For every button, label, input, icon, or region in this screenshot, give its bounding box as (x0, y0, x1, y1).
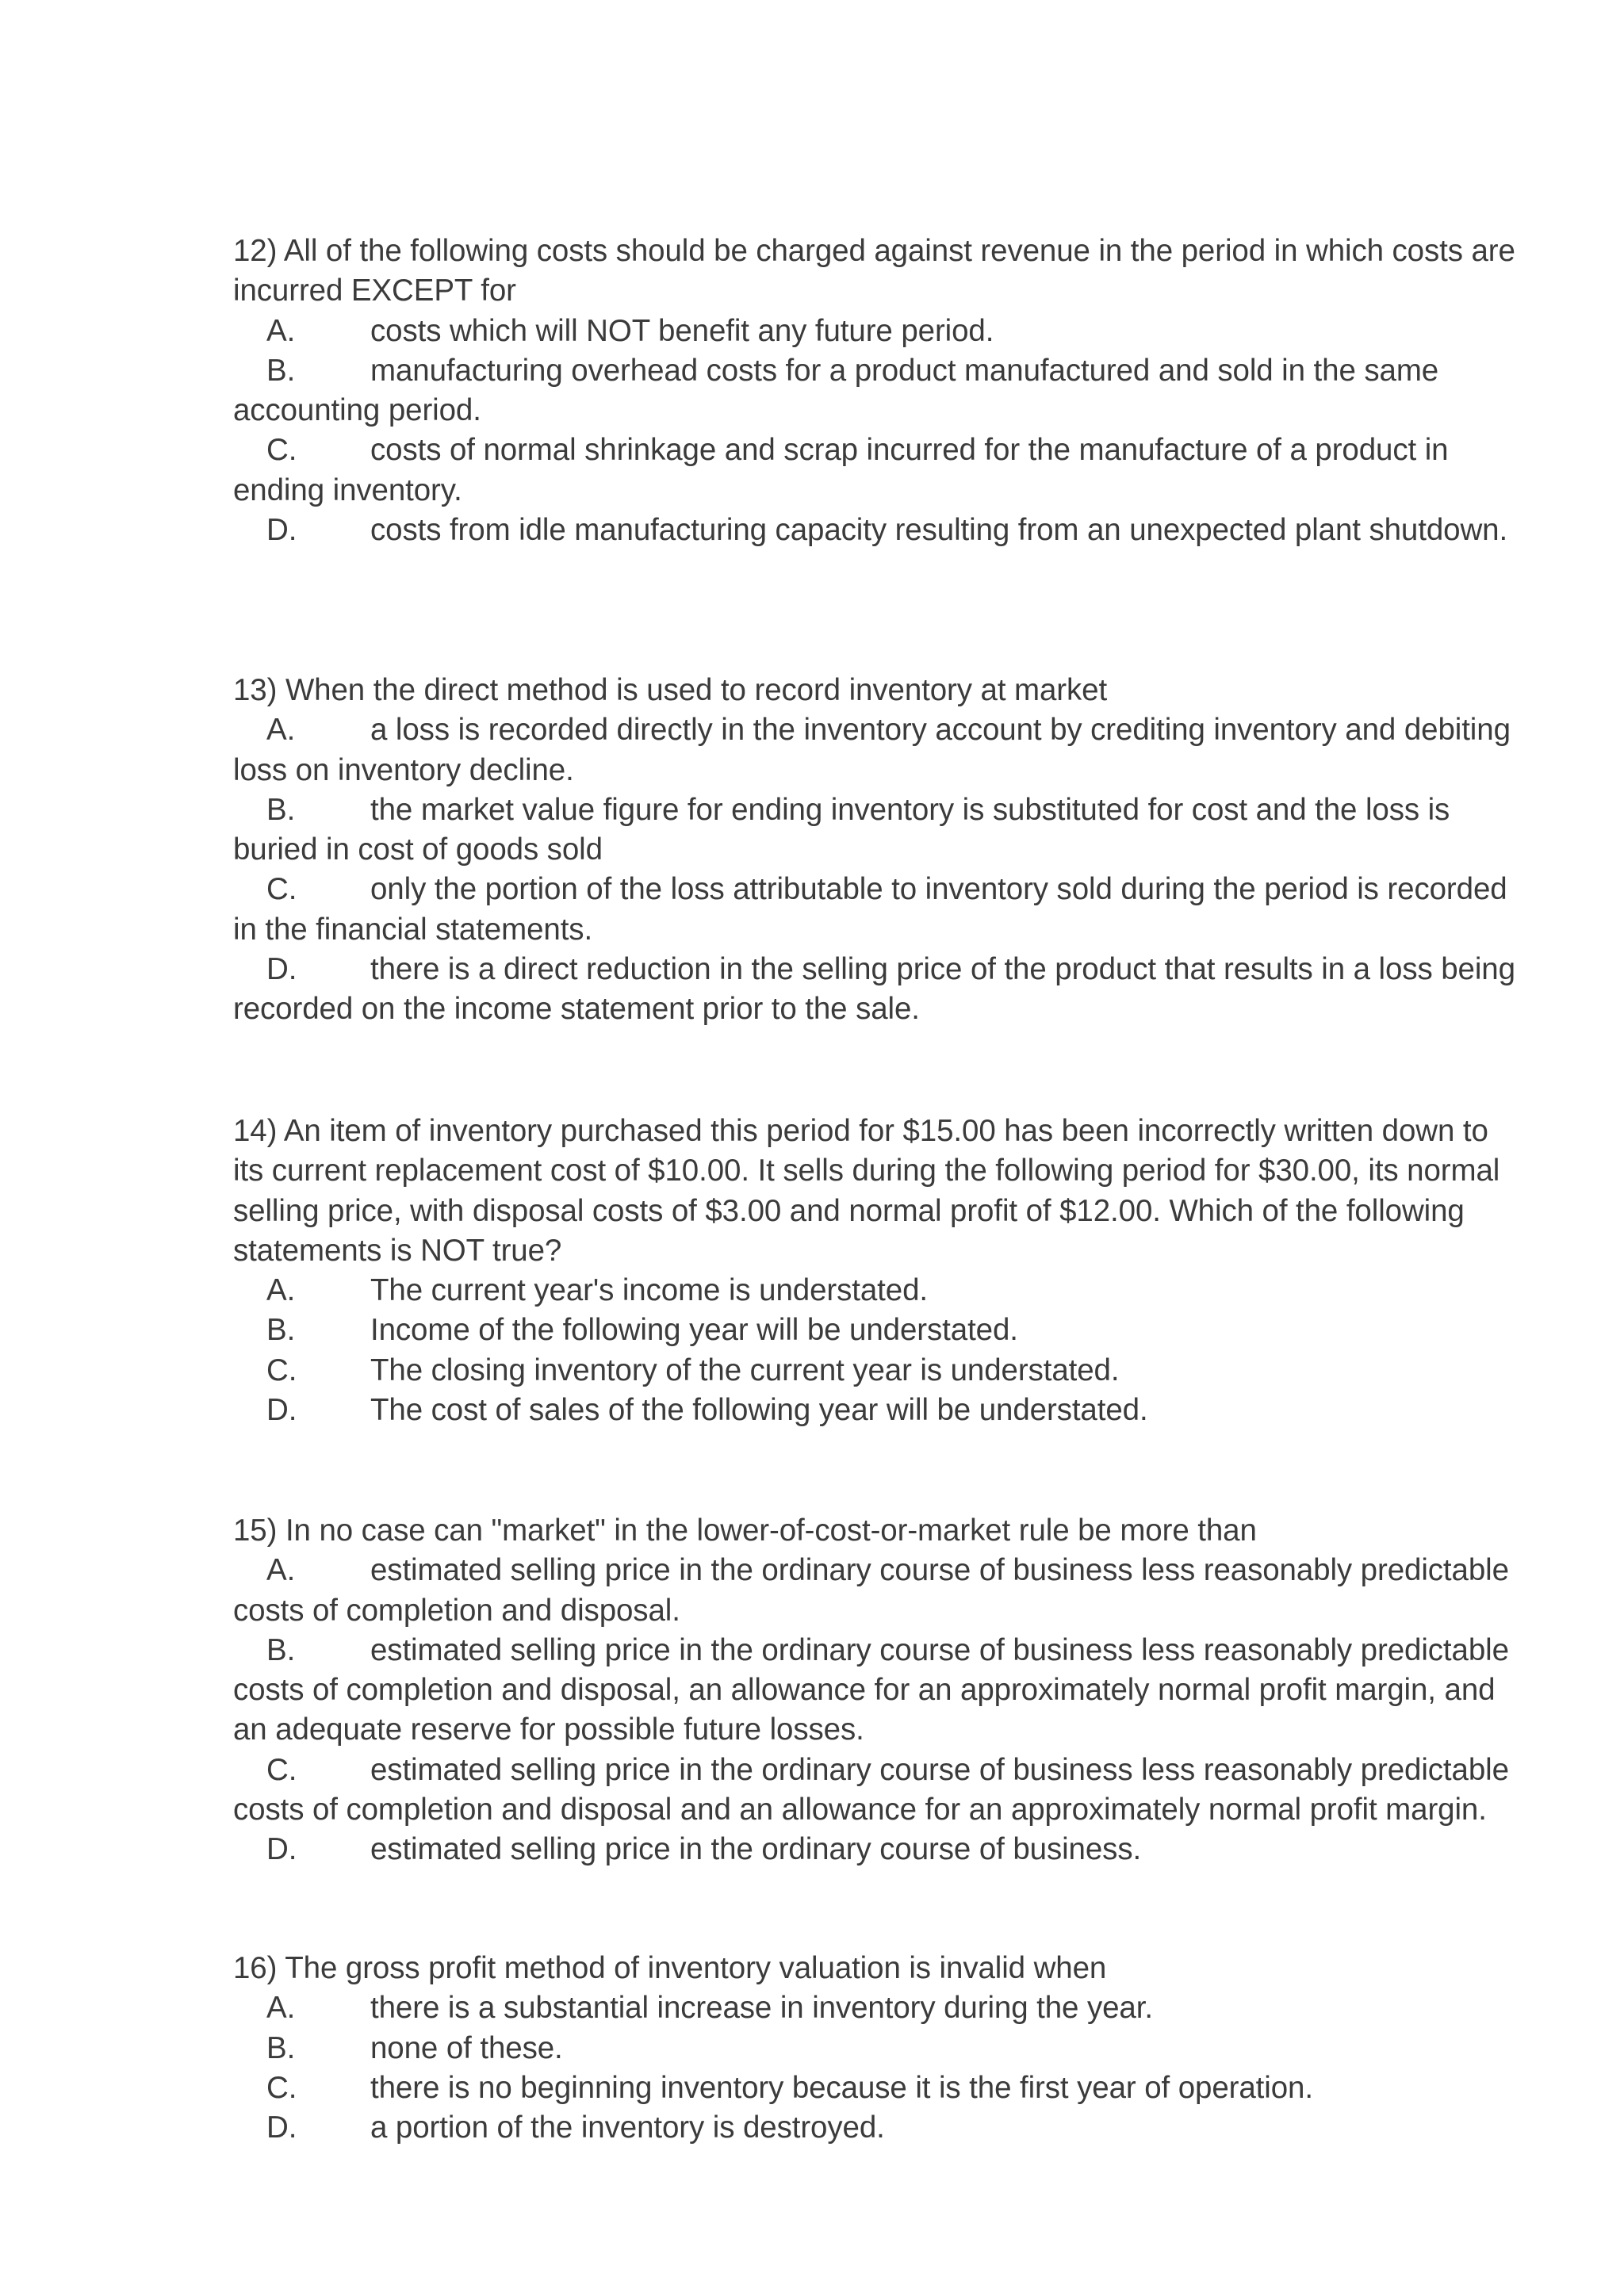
option-letter: C. (266, 433, 297, 468)
option-letter: A. (266, 1991, 296, 2026)
option-letter: A. (266, 313, 296, 348)
question-stem: 15) In no case can "market" in the lower-of-cost-or-market rule be more than (233, 1513, 1257, 1548)
question-stem: 12) All of the following costs should be charged against revenue in the period in which costs are incurred EXCEPT for (233, 234, 1515, 308)
option-text: a loss is recorded directly in the inventory account by crediting inventory and debiting loss on inventory decline. (233, 713, 1511, 787)
option-letter: D. (266, 1832, 297, 1867)
option-text: there is a direct reduction in the selling price of the product that results in a loss being recorded on the income statement prior to the sale. (233, 952, 1515, 1027)
option-c (233, 2068, 1518, 2108)
question-stem: 16) The gross profit method of inventory valuation is invalid when (233, 1951, 1107, 1985)
option-text: none of these. (370, 2030, 563, 2065)
option-d (233, 1391, 1518, 1430)
option-text: estimated selling price in the ordinary course of business less reasonably predictable costs of completion and disposal. (233, 1553, 1509, 1628)
option-text: The closing inventory of the current year is understated. (370, 1353, 1120, 1387)
option-text: The current year's income is understated. (370, 1273, 928, 1308)
option-b (233, 351, 1518, 431)
option-letter: D. (266, 952, 297, 987)
question-stem: 13) When the direct method is used to record inventory at market (233, 673, 1108, 707)
option-letter: C. (266, 1353, 297, 1387)
option-a (233, 710, 1518, 790)
option-a (233, 1271, 1518, 1311)
option-text: estimated selling price in the ordinary course of business less reasonably predictable costs of completion and disposal, an allowance for an approximately normal profit margin, and an adequate reserve for possible future losses. (233, 1632, 1509, 1747)
option-b (233, 2029, 1518, 2068)
option-c (233, 430, 1518, 511)
option-letter: A. (266, 713, 296, 748)
option-letter: A. (266, 1273, 296, 1308)
question-13 (233, 671, 1518, 1030)
option-d (233, 511, 1518, 550)
option-b (233, 1311, 1518, 1350)
option-text: Income of the following year will be understated. (370, 1313, 1018, 1348)
question-15 (233, 1511, 1518, 1870)
option-b (233, 1631, 1518, 1751)
question-stem: 14) An item of inventory purchased this period for $15.00 has been incorrectly written down to its current replacement cost of $10.00. It sells during the following period for $30.00, its normal selling price, with disposal costs of $3.00 and normal profit of $12.00. Which of the following statements is NOT true? (233, 1114, 1500, 1268)
option-letter: C. (266, 1752, 297, 1787)
option-letter: B. (266, 1313, 296, 1348)
option-letter: B. (266, 2030, 296, 2065)
option-letter: C. (266, 872, 297, 907)
option-letter: D. (266, 513, 297, 548)
option-d (233, 2108, 1518, 2148)
option-a (233, 1988, 1518, 2028)
option-text: there is a substantial increase in inventory during the year. (370, 1991, 1153, 2026)
option-d (233, 950, 1518, 1030)
option-text: there is no beginning inventory because it is the first year of operation. (370, 2070, 1313, 2105)
option-letter: A. (266, 1553, 296, 1588)
option-c (233, 1351, 1518, 1391)
option-c (233, 1751, 1518, 1831)
option-text: the market value figure for ending inventory is substituted for cost and the loss is buried in cost of goods sold (233, 792, 1450, 867)
option-b (233, 790, 1518, 871)
option-c (233, 870, 1518, 950)
option-text: costs which will NOT benefit any future period. (370, 313, 994, 348)
option-letter: B. (266, 1632, 296, 1667)
option-letter: D. (266, 1393, 297, 1428)
option-letter: B. (266, 792, 296, 827)
question-14 (233, 1112, 1518, 1430)
question-12 (233, 232, 1518, 550)
question-16 (233, 1949, 1518, 2148)
option-d (233, 1830, 1518, 1869)
option-letter: B. (266, 353, 296, 388)
option-letter: C. (266, 2070, 297, 2105)
option-text: The cost of sales of the following year will be understated. (370, 1393, 1148, 1428)
option-text: only the portion of the loss attributable to inventory sold during the period is recorded in the financial statements. (233, 872, 1507, 947)
option-text: estimated selling price in the ordinary course of business. (370, 1832, 1142, 1867)
option-text: manufacturing overhead costs for a product manufactured and sold in the same accounting period. (233, 353, 1439, 428)
option-text: costs of normal shrinkage and scrap incurred for the manufacture of a product in ending inventory. (233, 433, 1449, 507)
option-letter: D. (266, 2110, 297, 2145)
option-text: costs from idle manufacturing capacity resulting from an unexpected plant shutdown. (370, 513, 1508, 548)
option-a (233, 1551, 1518, 1631)
option-a (233, 312, 1518, 351)
option-text: a portion of the inventory is destroyed. (370, 2110, 885, 2145)
option-text: estimated selling price in the ordinary course of business less reasonably predictable costs of completion and disposal and an allowance for an approximately normal profit margin. (233, 1752, 1509, 1827)
